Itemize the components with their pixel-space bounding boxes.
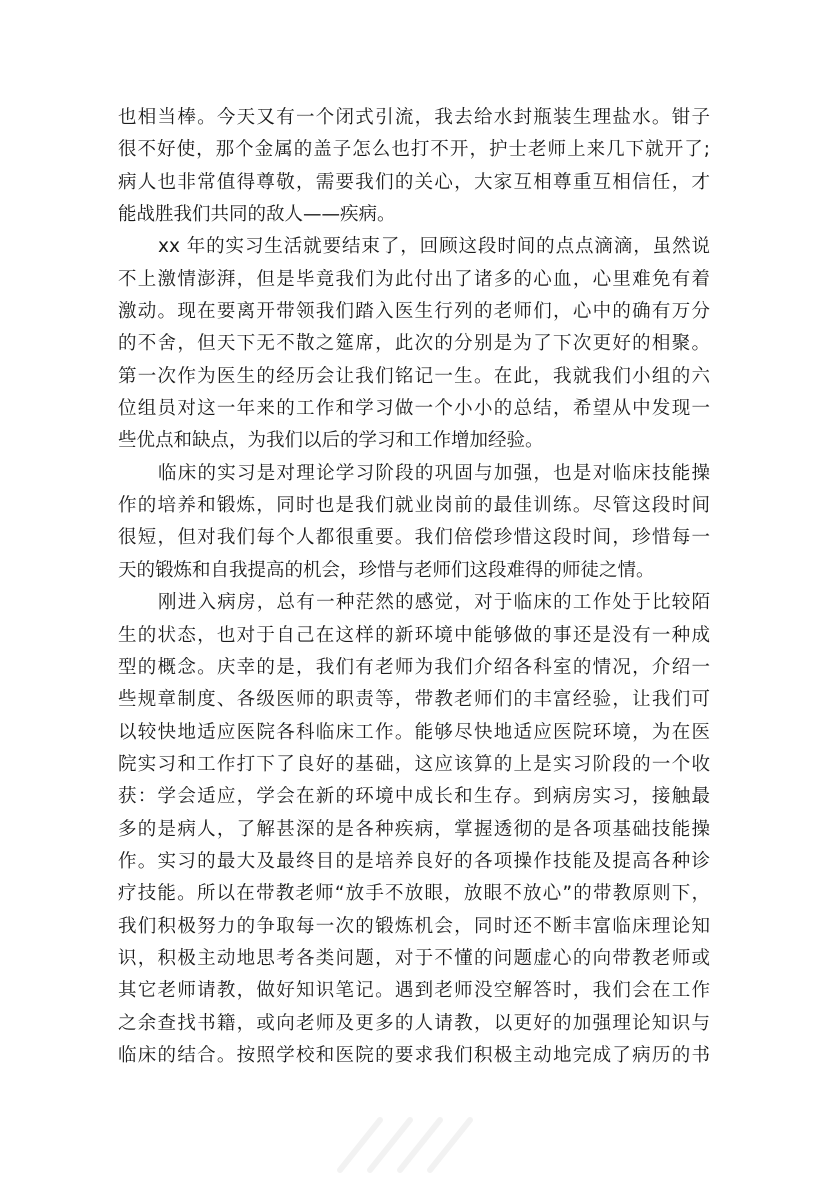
text-line: 的不舍，但天下无不散之筵席，此次的分别是为了下次更好的相聚。	[118, 333, 710, 355]
text-line: 院实习和工作打下了良好的基础，这应该算的上是实习阶段的一个收	[118, 753, 710, 775]
text-line: 激动。现在要离开带领我们踏入医生行列的老师们，心中的确有万分	[118, 301, 710, 323]
text-line: 临床的结合。按照学校和医院的要求我们积极主动地完成了病历的书	[118, 1044, 710, 1066]
text-line: 不上激情澎湃，但是毕竟我们为此付出了诸多的心血，心里难免有着	[118, 268, 710, 290]
watermark-graphic	[300, 1080, 500, 1180]
text-line: 些规章制度、各级医师的职责等，带教老师们的丰富经验，让我们可	[118, 689, 710, 711]
text-line: 我们积极努力的争取每一次的锻炼机会，同时还不断丰富临床理论知	[118, 915, 710, 937]
text-line: 作。实习的最大及最终目的是培养良好的各项操作技能及提高各种诊	[118, 850, 710, 872]
text-line: 识，积极主动地思考各类问题，对于不懂的问题虚心的向带教老师或	[118, 947, 710, 969]
text-line: 以较快地适应医院各科临床工作。能够尽快地适应医院环境，为在医	[118, 721, 710, 743]
text-line: 些优点和缺点，为我们以后的学习和工作增加经验。	[118, 430, 544, 452]
text-line: 很短，但对我们每个人都很重要。我们倍偿珍惜这段时间，珍惜每一	[118, 527, 710, 549]
text-line: 作的培养和锻炼，同时也是我们就业岗前的最佳训练。尽管这段时间	[118, 495, 710, 517]
paragraph-first-line: xx 年的实习生活就要结束了，回顾这段时间的点点滴滴，虽然说	[158, 236, 710, 258]
text-line: 病人也非常值得尊敬，需要我们的关心，大家互相尊重互相信任，才	[118, 171, 710, 193]
text-line: 也相当棒。今天又有一个闭式引流，我去给水封瓶装生理盐水。钳子	[118, 107, 710, 128]
text-line: 型的概念。庆幸的是，我们有老师为我们介绍各科室的情况，介绍一	[118, 656, 710, 678]
text-line: 疗技能。所以在带教老师“放手不放眼，放眼不放心”的带教原则下，	[118, 883, 710, 905]
text-line: 第一次作为医生的经历会让我们铭记一生。在此，我就我们小组的六	[118, 365, 710, 387]
text-line: 之余查找书籍，或向老师及更多的人请教，以更好的加强理论知识与	[118, 1012, 710, 1034]
text-line: 位组员对这一年来的工作和学习做一个小小的总结，希望从中发现一	[118, 398, 710, 420]
text-line: 天的锻炼和自我提高的机会，珍惜与老师们这段难得的师徒之情。	[118, 559, 655, 581]
text-line: 多的是病人，了解甚深的是各种疾病，掌握透彻的是各项基础技能操	[118, 818, 710, 840]
body-text	[118, 102, 710, 1072]
text-line: 其它老师请教，做好知识笔记。遇到老师没空解答时，我们会在工作	[118, 980, 710, 1002]
text-line: 获：学会适应，学会在新的环境中成长和生存。到病房实习，接触最	[118, 786, 710, 808]
text-line: 能战胜我们共同的敌人——疾病。	[118, 204, 396, 226]
text-line: 很不好使，那个金属的盖子怎么也打不开，护士老师上来几下就开了;	[118, 139, 710, 161]
paragraph-first-line: 临床的实习是对理论学习阶段的巩固与加强，也是对临床技能操	[158, 462, 710, 484]
text-line: 生的状态，也对于自己在这样的新环境中能够做的事还是没有一种成	[118, 624, 710, 646]
paragraph-first-line: 刚进入病房，总有一种茫然的感觉，对于临床的工作处于比较陌	[158, 592, 710, 614]
